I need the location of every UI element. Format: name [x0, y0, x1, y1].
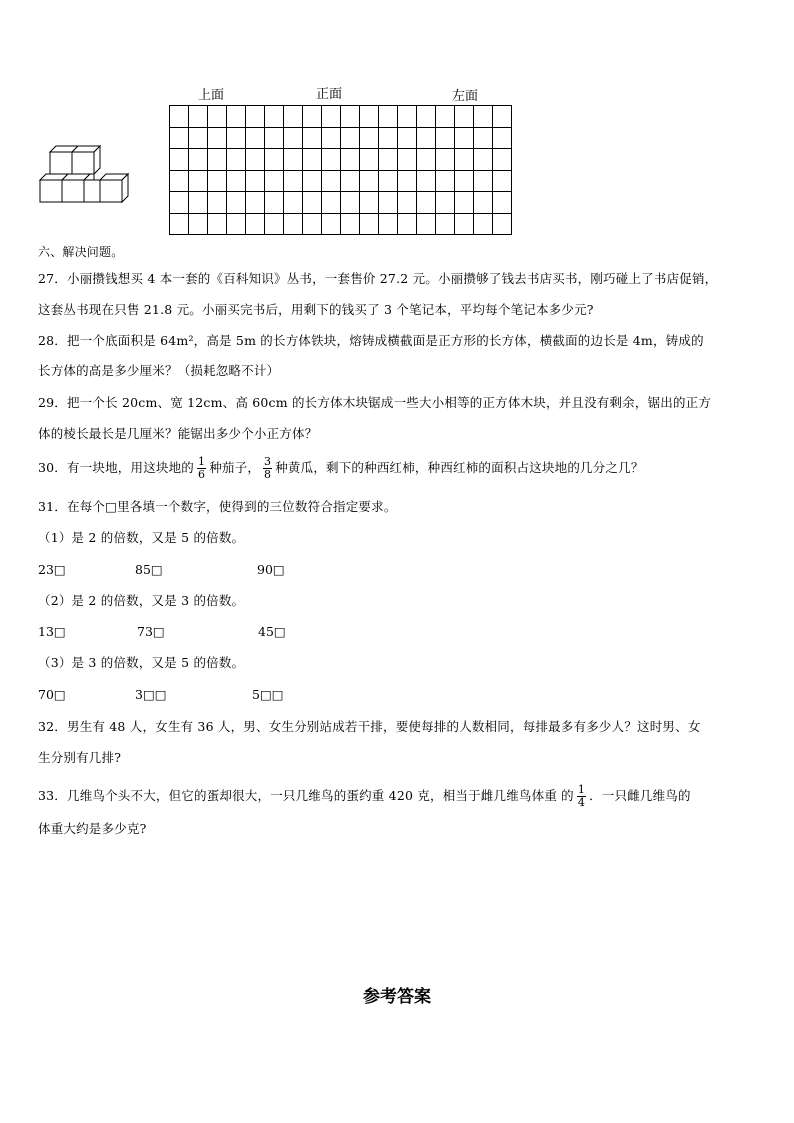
- grid-cell: [360, 214, 379, 236]
- question-33-post: ．一只雌几维鸟的: [589, 788, 691, 803]
- grid-cell: [227, 192, 246, 214]
- grid-cell: [341, 214, 360, 236]
- answer-item: 3□□: [135, 687, 167, 702]
- fraction-numerator: 3: [264, 455, 272, 468]
- grid-cell: [322, 171, 341, 193]
- grid-cell: [493, 106, 512, 128]
- grid-cell: [455, 106, 474, 128]
- section-title: 六、解决问题。: [38, 245, 124, 259]
- grid-cell: [493, 192, 512, 214]
- grid-cell: [227, 214, 246, 236]
- question-30-pre: 30．有一块地，用这块地的: [38, 460, 195, 475]
- fraction-three-eighths: [263, 456, 272, 481]
- grid-cell: [341, 171, 360, 193]
- grid-cell: [189, 214, 208, 236]
- grid-cell: [360, 106, 379, 128]
- grid-cell: [436, 149, 455, 171]
- grid-cell: [303, 106, 322, 128]
- grid-cell: [246, 171, 265, 193]
- grid-cell: [189, 128, 208, 150]
- grid-cell: [170, 192, 189, 214]
- grid-cell: [303, 171, 322, 193]
- grid-cell: [436, 192, 455, 214]
- grid-cell: [170, 214, 189, 236]
- grid-cell: [436, 171, 455, 193]
- grid-cell: [474, 192, 493, 214]
- fraction-numerator: 1: [198, 455, 206, 468]
- grid-cell: [303, 192, 322, 214]
- fraction-denominator: 4: [577, 796, 586, 809]
- question-29-line-2: 体的棱长最长是几厘米？能锯出多少个小正方体？: [38, 426, 318, 441]
- grid-cell: [360, 192, 379, 214]
- grid-cell: [455, 149, 474, 171]
- grid-cell: [265, 214, 284, 236]
- grid-cell: [227, 128, 246, 150]
- grid-cell: [189, 106, 208, 128]
- grid-cell: [379, 192, 398, 214]
- view-label-top: 上面: [198, 88, 225, 103]
- grid-cell: [284, 214, 303, 236]
- answer-item: 45□: [258, 624, 286, 639]
- grid-cell: [189, 171, 208, 193]
- grid-cell: [208, 214, 227, 236]
- question-31-intro: 31．在每个□里各填一个数字，使得到的三位数符合指定要求。: [38, 499, 397, 514]
- grid-cell: [493, 149, 512, 171]
- answer-item: 23□: [38, 562, 66, 577]
- grid-cell: [379, 149, 398, 171]
- grid-cell: [455, 214, 474, 236]
- question-28-line-2: 长方体的高是多少厘米？（损耗忽略不计）: [38, 363, 280, 378]
- grid-cell: [493, 128, 512, 150]
- grid-cell: [265, 128, 284, 150]
- grid-cell: [417, 214, 436, 236]
- grid-cell: [284, 192, 303, 214]
- question-29-line-1: 29．把一个长 20cm、宽 12cm、高 60cm 的长方体木块锯成一些大小相等的正方体木块，并且没有剩余，锯出的正方: [38, 395, 712, 410]
- answer-item: 70□: [38, 687, 66, 702]
- view-label-left: 左面: [452, 89, 479, 104]
- question-33-line-2: 体重大约是多少克?: [38, 821, 147, 836]
- grid-cell: [170, 128, 189, 150]
- grid-cell: [341, 128, 360, 150]
- grid-cell: [379, 106, 398, 128]
- grid-cell: [417, 106, 436, 128]
- grid-cell: [474, 149, 493, 171]
- grid-cell: [208, 149, 227, 171]
- grid-cell: [303, 149, 322, 171]
- question-33-pre: 33．几维鸟个头不大，但它的蛋却很大，一只几维鸟的蛋约重 420 克，相当于雌几维鸟体重 的: [38, 788, 574, 803]
- grid-cell: [379, 128, 398, 150]
- grid-cell: [398, 149, 417, 171]
- answer-item: 5□□: [252, 687, 284, 702]
- grid-cell: [227, 171, 246, 193]
- question-32-line-2: 生分别有几排?: [38, 750, 122, 765]
- question-31-part-1: （1）是 2 的倍数，又是 5 的倍数。: [38, 530, 245, 545]
- question-33-line-1: [38, 784, 691, 809]
- fraction-denominator: 8: [264, 468, 272, 481]
- grid-cell: [246, 214, 265, 236]
- grid-cell: [455, 128, 474, 150]
- question-30-post: 种黄瓜，剩下的种西红柿，种西红柿的面积占这块地的几分之几？: [275, 460, 644, 475]
- grid-cell: [455, 192, 474, 214]
- fraction-denominator: 6: [198, 468, 206, 481]
- grid-cell: [322, 149, 341, 171]
- question-30-mid: 种茄子，: [209, 460, 261, 475]
- grid-cell: [360, 128, 379, 150]
- grid-cell: [322, 106, 341, 128]
- grid-cell: [189, 192, 208, 214]
- fraction-one-sixth: [197, 456, 206, 481]
- grid-cell: [474, 214, 493, 236]
- fraction-one-quarter: [577, 784, 586, 809]
- question-32-line-1: 32．男生有 48 人，女生有 36 人，男、女生分别站成若干排，要使每排的人数相同，每排最多有多少人？这时男、女: [38, 719, 701, 734]
- grid-cell: [322, 192, 341, 214]
- question-30: [38, 456, 644, 481]
- grid-cell: [246, 149, 265, 171]
- grid-cell: [398, 192, 417, 214]
- grid-cell: [208, 171, 227, 193]
- question-31-part-3: （3）是 3 的倍数，又是 5 的倍数。: [38, 655, 245, 670]
- grid-cell: [341, 192, 360, 214]
- answer-item: 73□: [137, 624, 165, 639]
- grid-cell: [398, 214, 417, 236]
- drawing-grid: [169, 105, 512, 235]
- grid-cell: [417, 149, 436, 171]
- answer-item: 13□: [38, 624, 66, 639]
- question-28-line-1: 28．把一个底面积是 64m²，高是 5m 的长方体铁块，熔铸成横截面是正方形的长方体，横截面的边长是 4m，铸成的: [38, 333, 704, 348]
- grid-cell: [417, 171, 436, 193]
- grid-cell: [474, 106, 493, 128]
- grid-cell: [284, 106, 303, 128]
- grid-cell: [379, 171, 398, 193]
- grid-cell: [360, 149, 379, 171]
- grid-cell: [436, 128, 455, 150]
- question-27-line-1: 27．小丽攒钱想买 4 本一套的《百科知识》丛书，一套售价 27.2 元。小丽攒够了钱去书店买书，刚巧碰上了书店促销，: [38, 271, 718, 286]
- grid-cell: [189, 149, 208, 171]
- question-31-part-2: （2）是 2 的倍数，又是 3 的倍数。: [38, 593, 245, 608]
- view-label-front: 正面: [316, 87, 343, 102]
- grid-cell: [398, 171, 417, 193]
- grid-cell: [170, 171, 189, 193]
- grid-cell: [284, 149, 303, 171]
- grid-cell: [170, 106, 189, 128]
- grid-cell: [398, 106, 417, 128]
- grid-cell: [493, 214, 512, 236]
- answer-item: 90□: [257, 562, 285, 577]
- grid-cell: [474, 171, 493, 193]
- grid-cell: [322, 128, 341, 150]
- grid-cell: [341, 106, 360, 128]
- grid-cell: [265, 171, 284, 193]
- grid-cell: [265, 106, 284, 128]
- grid-cell: [379, 214, 398, 236]
- fraction-numerator: 1: [577, 783, 586, 796]
- grid-cell: [246, 106, 265, 128]
- question-27-line-2: 这套丛书现在只售 21.8 元。小丽买完书后，用剩下的钱买了 3 个笔记本，平均每个笔记本多少元?: [38, 302, 594, 317]
- grid-cell: [436, 106, 455, 128]
- answers-title: 参考答案: [363, 987, 431, 1007]
- grid-cell: [455, 171, 474, 193]
- grid-cell: [417, 192, 436, 214]
- grid-cell: [208, 128, 227, 150]
- grid-cell: [284, 171, 303, 193]
- grid-cell: [284, 128, 303, 150]
- grid-cell: [474, 128, 493, 150]
- grid-cell: [493, 171, 512, 193]
- grid-cell: [246, 192, 265, 214]
- grid-cell: [170, 149, 189, 171]
- grid-cell: [398, 128, 417, 150]
- grid-cell: [246, 128, 265, 150]
- cube-figure: [36, 140, 136, 216]
- grid-cell: [417, 128, 436, 150]
- grid-cell: [341, 149, 360, 171]
- grid-cell: [227, 149, 246, 171]
- grid-cell: [265, 192, 284, 214]
- grid-cell: [303, 214, 322, 236]
- grid-cell: [208, 192, 227, 214]
- answer-item: 85□: [135, 562, 163, 577]
- grid-cell: [322, 214, 341, 236]
- grid-cell: [227, 106, 246, 128]
- grid-cell: [360, 171, 379, 193]
- grid-cell: [208, 106, 227, 128]
- grid-cell: [303, 128, 322, 150]
- grid-cell: [436, 214, 455, 236]
- grid-cell: [265, 149, 284, 171]
